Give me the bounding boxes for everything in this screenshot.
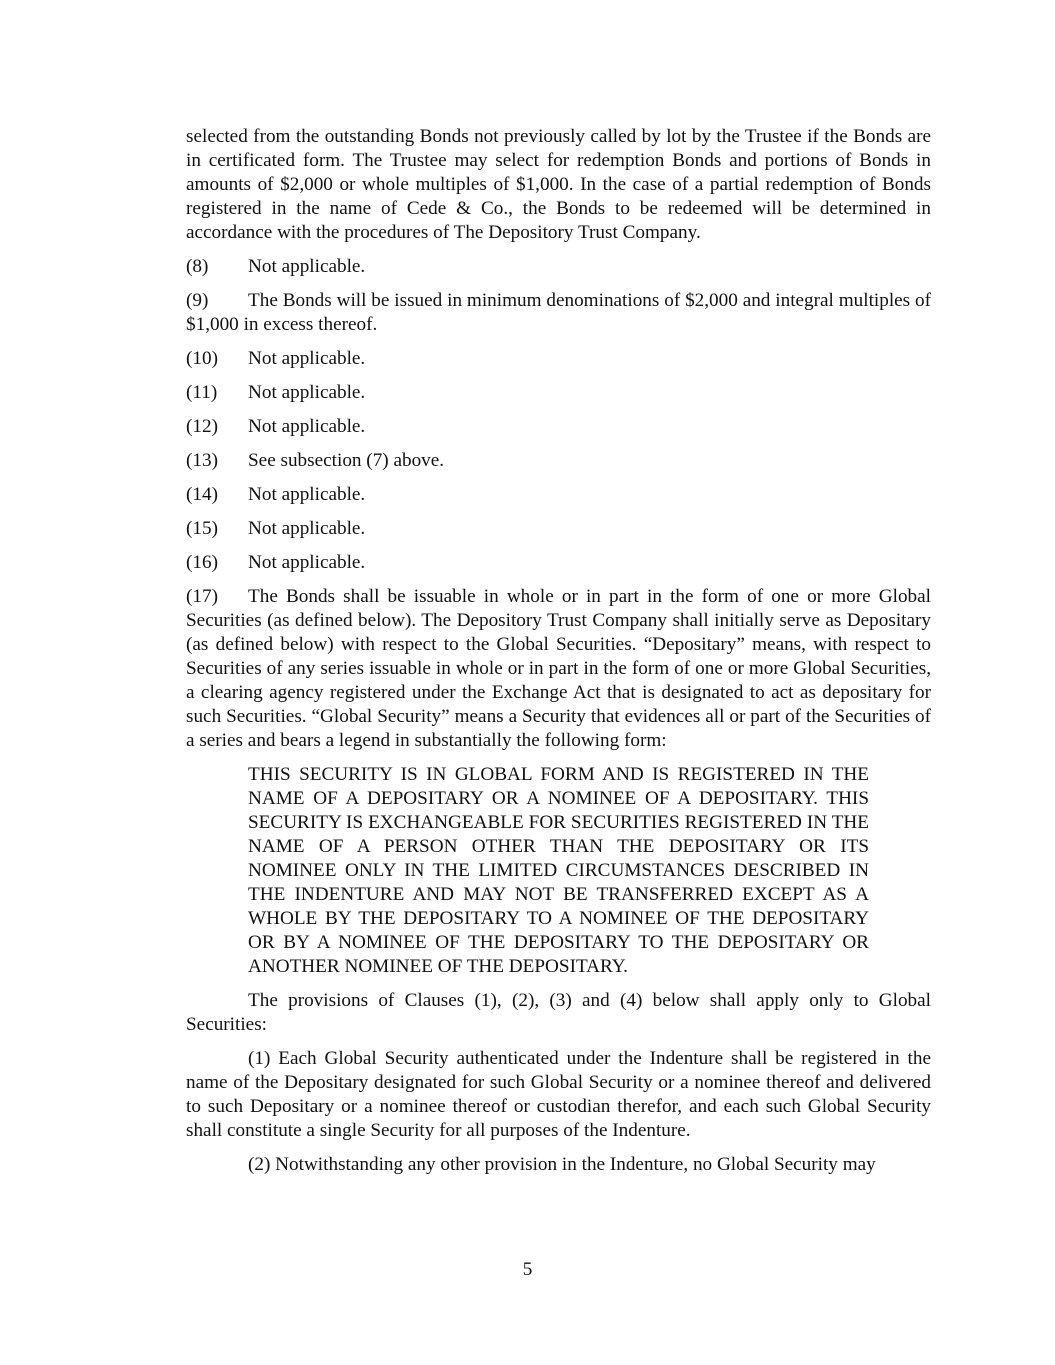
- list-item: [186, 381, 931, 405]
- item-number: (9): [186, 290, 209, 311]
- item-number: (16): [186, 552, 218, 573]
- clause-1: (1) Each Global Security authenticated under the Indenture shall be registered in the name of the Depositary designated for such Global Security or a nominee thereof and delivered to such Depositary or a nominee thereof or custodian therefor, and each such Global Security shall constitute a single Security for all purposes of the Indenture.: [186, 1048, 931, 1141]
- item-text: Not applicable.: [248, 348, 366, 369]
- list-item: [186, 255, 931, 279]
- item-text: Not applicable.: [248, 382, 366, 403]
- list-item: [186, 449, 931, 473]
- item-text: The Bonds shall be issuable in whole or in part in the form of one or more Global Securities (as defined below). The Depository Trust Company shall initially serve as Depositary (as defined below) with respect to the Global Securities. “Depositary” means, with respect to Securities of any series issuable in whole or in part in the form of one or more Global Securities, a clearing agency registered under the Exchange Act that is designated to act as depositary for such Securities. “Global Security” means a Security that evidences all or part of the Securities of a series and bears a legend in substantially the following form:: [186, 586, 931, 751]
- item-text: See subsection (7) above.: [248, 450, 445, 471]
- list-item: [186, 585, 931, 753]
- item-number: (14): [186, 484, 218, 505]
- clause-2: (2) Notwithstanding any other provision in the Indenture, no Global Security may: [248, 1154, 876, 1175]
- item-number: (17): [186, 586, 218, 607]
- list-item: [186, 517, 931, 541]
- item-number: (10): [186, 348, 218, 369]
- item-number: (8): [186, 256, 209, 277]
- item-number: (12): [186, 416, 218, 437]
- item-text: Not applicable.: [248, 416, 366, 437]
- list-item: [186, 289, 931, 337]
- document-body: [186, 125, 931, 1187]
- item-number: (15): [186, 518, 218, 539]
- item-text: Not applicable.: [248, 484, 366, 505]
- page-number: 5: [522, 1259, 533, 1280]
- item-text: Not applicable.: [248, 256, 366, 277]
- provisions-intro: The provisions of Clauses (1), (2), (3) and (4) below shall apply only to Global Securities:: [186, 990, 931, 1035]
- list-item: [186, 551, 931, 575]
- global-security-legend: THIS SECURITY IS IN GLOBAL FORM AND IS REGISTERED IN THE NAME OF A DEPOSITARY OR A NOMINEE OF A DEPOSITARY. THIS SECURITY IS EXCHANGEABLE FOR SECURITIES REGISTERED IN THE NAME OF A PERSON OTHER THAN THE DEPOSITARY OR ITS NOMINEE ONLY IN THE LIMITED CIRCUMSTANCES DESCRIBED IN THE INDENTURE AND MAY NOT BE TRANSFERRED EXCEPT AS A WHOLE BY THE DEPOSITARY TO A NOMINEE OF THE DEPOSITARY OR BY A NOMINEE OF THE DEPOSITARY TO THE DEPOSITARY OR ANOTHER NOMINEE OF THE DEPOSITARY.: [248, 764, 869, 977]
- item-text: Not applicable.: [248, 518, 366, 539]
- list-item: [186, 347, 931, 371]
- item-number: (13): [186, 450, 218, 471]
- item-number: (11): [186, 382, 218, 403]
- item-text: The Bonds will be issued in minimum denominations of $2,000 and integral multiples of $1,000 in excess thereof.: [186, 290, 931, 335]
- list-item: [186, 415, 931, 439]
- continuation-paragraph: selected from the outstanding Bonds not previously called by lot by the Trustee if the Bonds are in certificated form. The Trustee may select for redemption Bonds and portions of Bonds in amounts of $2,000 or whole multiples of $1,000. In the case of a partial redemption of Bonds registered in the name of Cede & Co., the Bonds to be redeemed will be determined in accordance with the procedures of The Depository Trust Company.: [186, 126, 931, 243]
- list-item: [186, 483, 931, 507]
- item-text: Not applicable.: [248, 552, 366, 573]
